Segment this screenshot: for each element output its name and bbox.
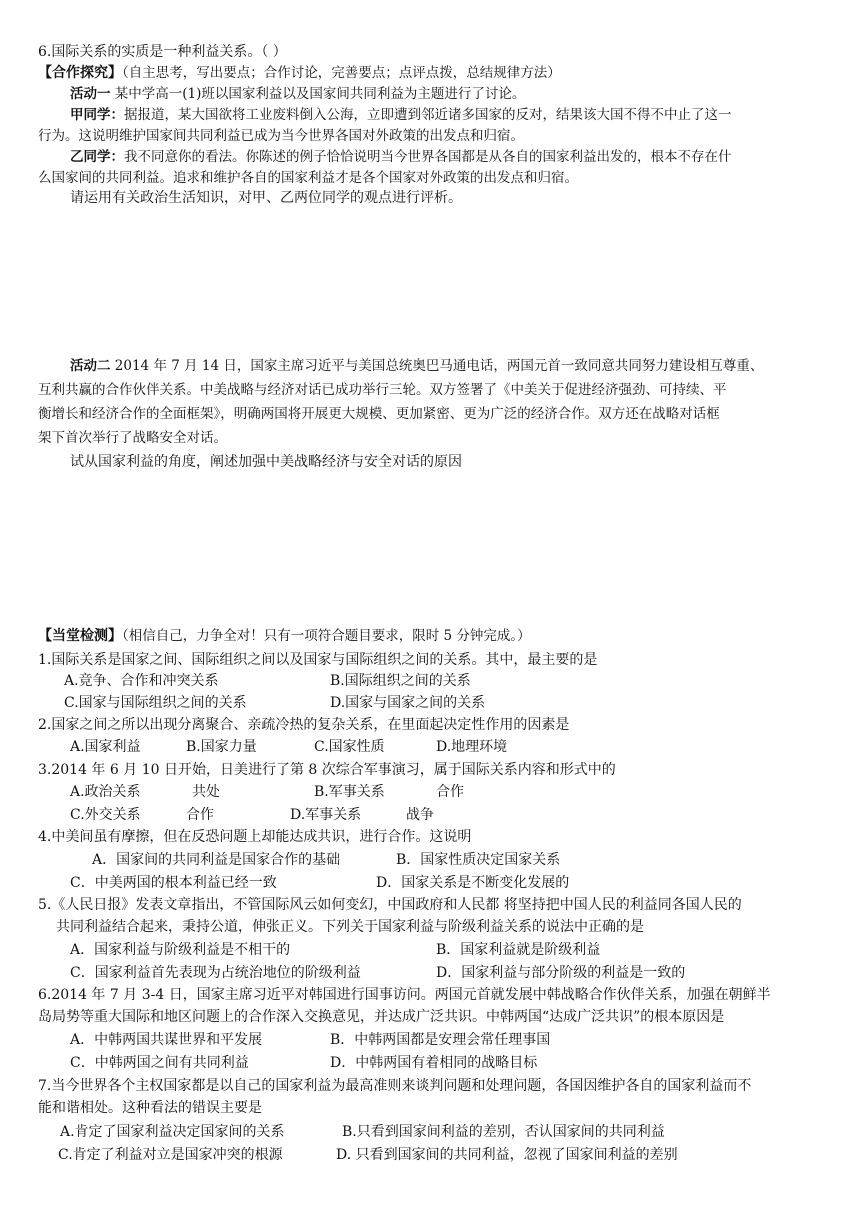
- coop-question-1-prompt: 请运用有关政治生活知识，对甲、乙两位同学的观点进行评析。: [70, 190, 462, 206]
- student-jia-label: 甲同学：: [70, 107, 124, 123]
- test-q2-option-b: B.国家力量: [186, 739, 257, 755]
- test-q3-option-b-relation: B.军事关系: [314, 784, 385, 800]
- test-q2-option-a: A.国家利益: [70, 739, 141, 755]
- activity-2-text-2: 互利共赢的合作伙伴关系。中美战略与经济对话已成功举行三轮。双方签署了《中美关于促进经济强劲、可持续、平: [38, 382, 727, 398]
- activity-1-line: [70, 84, 830, 105]
- test-q5-stem-1: 5.《人民日报》发表文章指出，不管国际风云如何变幻，中国政府和人民都 将坚持把中国人民的利益同各国人民的: [38, 897, 742, 913]
- test-q5-option-a: A．国家利益与阶级利益是不相干的: [70, 942, 291, 958]
- coop-question-2-prompt: 试从国家利益的角度，阐述加强中美战略经济与安全对话的原因: [70, 454, 462, 470]
- activity-2-text-4: 架下首次举行了战略安全对话。: [38, 430, 227, 446]
- student-jia-text-2: 行为。这说明维护国家间共同利益已成为当今世界各国对外政策的出发点和归宿。: [38, 128, 524, 144]
- student-jia-text-1: 据报道，某大国欲将工业废料倒入公海，立即遭到邻近诸多国家的反对，结果该大国不得不中止了这一: [124, 107, 732, 123]
- test-q6-option-b: B．中韩两国都是安理会常任理事国: [330, 1032, 551, 1048]
- test-q3-option-c-relation: C.外交关系: [70, 807, 141, 823]
- test-q3-option-a-relation: A.政治关系: [70, 784, 141, 800]
- test-heading: 【当堂检测】: [38, 628, 122, 644]
- coop-heading: 【合作探究】: [38, 65, 122, 81]
- test-q2-option-d: D.地理环境: [436, 739, 508, 755]
- test-q5-stem-2: 共同利益结合起来，秉持公道，伸张正义。下列关于国家利益与阶级利益关系的说法中正确的是: [56, 919, 644, 935]
- activity-1-text: 某中学高一(1)班以国家利益以及国家间共同利益为主题进行了讨论。: [110, 86, 526, 102]
- test-q4-option-c: C．中美两国的根本利益已经一致: [70, 875, 277, 891]
- test-q1-option-d: D.国家与国家之间的关系: [330, 695, 486, 711]
- test-q5-option-b: B．国家利益就是阶级利益: [436, 942, 601, 958]
- activity-1-label: 活动一: [70, 86, 111, 102]
- student-yi-text-2: 么国家间的共同利益。追求和维护各自的国家利益才是各个国家对外政策的出发点和归宿。: [38, 170, 578, 186]
- activity-2-text-1: 2014 年 7 月 14 日，国家主席习近平与美国总统奥巴马通电话，两国元首一致同意共同努力建设相互尊重、: [110, 358, 764, 374]
- student-yi-line-1: [70, 147, 830, 168]
- test-q6-option-c: C．中韩两国之间有共同利益: [70, 1055, 249, 1071]
- test-q5-option-d: D．国家利益与部分阶级的利益是一致的: [436, 965, 686, 981]
- test-heading-note: （相信自己，力争全对！只有一项符合题目要求，限时 5 分钟完成。）: [122, 628, 531, 644]
- test-q3-option-a-form: 共处: [192, 784, 220, 800]
- coop-heading-note: （自主思考，写出要点；合作讨论，完善要点；点评点拨，总结规律方法）: [122, 65, 561, 81]
- student-yi-label: 乙同学：: [70, 149, 124, 165]
- test-q3-option-c-form: 合作: [186, 807, 214, 823]
- test-q1-stem: 1.国际关系是国家之间、国际组织之间以及国家与国际组织之间的关系。其中，最主要的是: [38, 652, 598, 668]
- test-q4-stem: 4.中美间虽有摩擦，但在反恐问题上却能达成共识，进行合作。这说明: [38, 829, 472, 845]
- test-q7-option-a: A.肯定了国家利益决定国家间的关系: [60, 1124, 285, 1140]
- test-q7-option-c: C.肯定了利益对立是国家冲突的根源: [58, 1147, 283, 1163]
- test-q2-option-c: C.国家性质: [314, 739, 385, 755]
- test-q3-stem: 3.2014 年 6 月 10 日开始，日美进行了第 8 次综合军事演习，属于国际关系内容和形式中的: [38, 762, 616, 778]
- student-jia-line-1: [70, 105, 830, 126]
- test-q7-option-d: D. 只看到国家间的共同利益，忽视了国家间利益的差别: [336, 1147, 678, 1163]
- test-q7-stem-2: 能和谐相处。这种看法的错误主要是: [38, 1100, 262, 1116]
- test-q4-option-d: D．国家关系是不断变化发展的: [376, 875, 570, 891]
- student-yi-text-1: 我不同意你的看法。你陈述的例子恰恰说明当今世界各国都是从各自的国家利益出发的，根本不存在什: [124, 149, 732, 165]
- test-q7-option-b: B.只看到国家间利益的差别，否认国家间的共同利益: [342, 1124, 665, 1140]
- activity-2-label: 活动二: [70, 358, 111, 374]
- test-q3-option-b-form: 合作: [436, 784, 464, 800]
- test-heading-line: [38, 626, 830, 647]
- test-q1-option-a: A.竞争、合作和冲突关系: [64, 673, 219, 689]
- test-q1-option-b: B.国际组织之间的关系: [330, 673, 471, 689]
- prev-question-6: 6.国际关系的实质是一种利益关系。（ ）: [38, 44, 287, 60]
- activity-2-text-3: 衡增长和经济合作的全面框架》，明确两国将开展更大规模、更加紧密、更为广泛的经济合作。双方还在战略对话框: [38, 406, 720, 422]
- test-q4-option-a: A．国家间的共同利益是国家合作的基础: [92, 852, 341, 868]
- activity-2-line-1: [70, 356, 830, 377]
- test-q6-option-a: A．中韩两国共谋世界和平发展: [70, 1032, 263, 1048]
- test-q3-option-d-relation: D.军事关系: [290, 807, 362, 823]
- test-q1-option-c: C.国家与国际组织之间的关系: [64, 695, 247, 711]
- test-q4-option-b: B．国家性质决定国家关系: [396, 852, 561, 868]
- test-q6-stem-1: 6.2014 年 7 月 3-4 日，国家主席习近平对韩国进行国事访问。两国元首就发展中韩战略合作伙伴关系，加强在朝鲜半: [38, 987, 771, 1003]
- test-q6-stem-2: 岛局势等重大国际和地区问题上的合作深入交换意见，并达成广泛共识。中韩两国“达成广泛共识”的根本原因是: [38, 1009, 725, 1025]
- coop-heading-line: [38, 63, 830, 84]
- test-q7-stem-1: 7.当今世界各个主权国家都是以自己的国家利益为最高准则来谈判问题和处理问题，各国因维护各自的国家利益而不: [38, 1078, 752, 1094]
- test-q2-stem: 2.国家之间之所以出现分离聚合、亲疏冷热的复杂关系，在里面起决定性作用的因素是: [38, 717, 570, 733]
- test-q3-option-d-form: 战争: [406, 807, 434, 823]
- test-q6-option-d: D．中韩两国有着相同的战略目标: [330, 1055, 538, 1071]
- test-q5-option-c: C．国家利益首先表现为占统治地位的阶级利益: [70, 965, 361, 981]
